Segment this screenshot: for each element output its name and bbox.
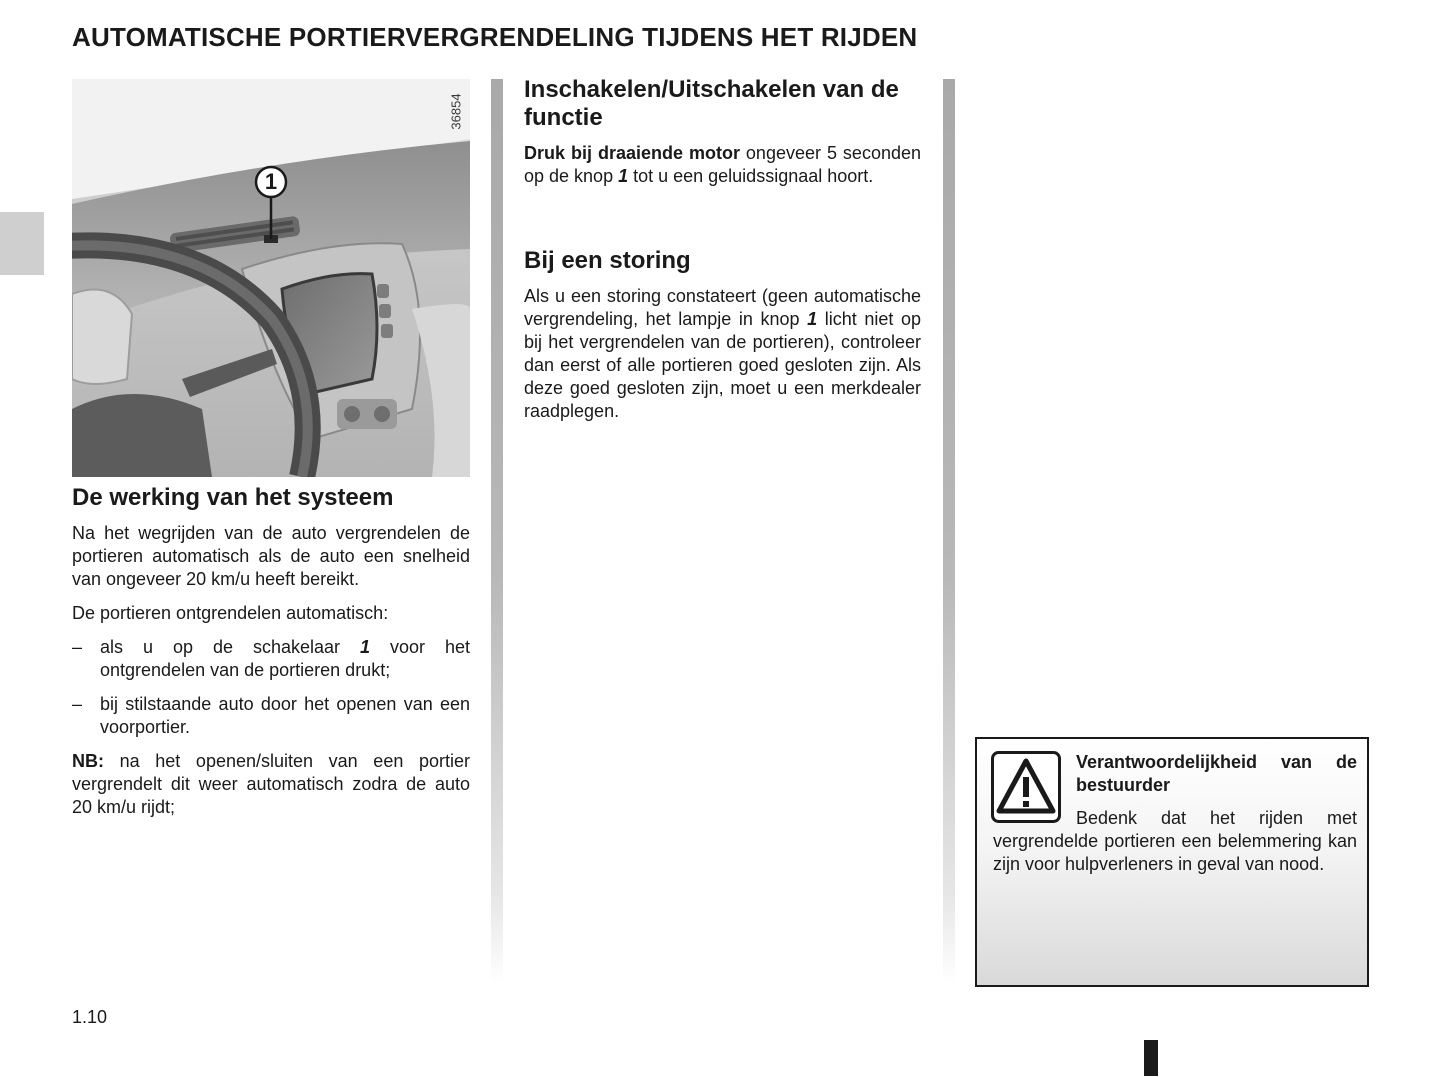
paragraph: Druk bij draaiende motor ongeveer 5 seconden op de knop 1 tot u een geluidssignaal hoort.: [524, 143, 921, 186]
page-marker: [1144, 1040, 1158, 1076]
list-item: – als u op de schakelaar 1 voor het ontgrendelen van de portieren drukt;: [72, 637, 470, 680]
section-fault: [524, 247, 921, 423]
chapter-tab: [0, 212, 44, 275]
reference-number: 1: [618, 166, 629, 186]
bold-lead: Druk bij draaiende motor: [524, 143, 740, 163]
section-heading: Bij een storing: [524, 247, 691, 274]
warning-title: Verantwoordelijkheid van de bestuurder: [1076, 752, 1357, 795]
list-dash: –: [72, 637, 83, 657]
note-paragraph: NB: na het openen/sluiten van een portier vergrendelt dit weer automatisch zodra de auto 20 km/u rijdt;: [72, 751, 470, 817]
callout-label: 1: [264, 169, 278, 194]
warning-box: [975, 737, 1369, 987]
reference-number: 1: [359, 637, 370, 657]
dashboard-illustration: [72, 79, 470, 477]
section-heading: De werking van het systeem: [72, 484, 394, 511]
note-label: NB:: [72, 751, 104, 771]
page-number: 1.10: [72, 1007, 108, 1027]
page-title: AUTOMATISCHE PORTIERVERGRENDELING TIJDENS HET RIJDEN: [72, 22, 918, 52]
paragraph: De portieren ontgrendelen automatisch:: [72, 603, 389, 623]
reference-number: 1: [807, 309, 818, 329]
column-divider-right: [943, 79, 955, 984]
list-dash: –: [72, 694, 83, 714]
paragraph: Na het wegrijden van de auto vergrendelen de portieren automatisch als de auto een snelheid van ongeveer 20 km/u heeft bereikt.: [72, 523, 470, 589]
section-toggle: [524, 76, 921, 188]
column-divider-left: [491, 79, 503, 984]
paragraph: Als u een storing constateert (geen automatische vergrendeling, het lampje in knop 1 licht niet op bij het vergrendelen van de portieren), controleer dan eerst of alle portieren goed gesloten zijn. Als deze goed gesloten zijn, moet u een merkdealer raadplegen.: [524, 286, 921, 421]
list-item: – bij stilstaande auto door het openen van een voorportier.: [72, 694, 470, 737]
section-heading: Inschakelen/Uitschakelen van de functie: [524, 76, 899, 131]
section-working: [72, 484, 470, 819]
figure-number: 36854: [448, 92, 464, 130]
warning-text: Bedenk dat het rijden met vergrendelde portieren een belemmering kan zijn voor hulpverleners in geval van nood.: [993, 808, 1357, 874]
